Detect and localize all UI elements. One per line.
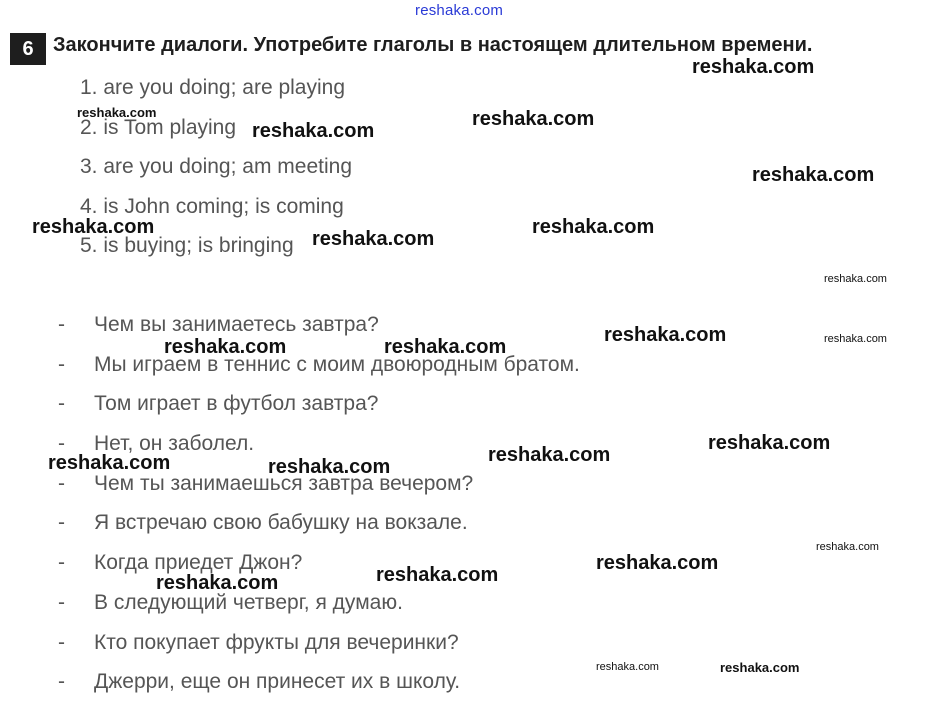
dialogue-dash: - <box>58 630 65 654</box>
dialogue-dash: - <box>58 313 65 336</box>
task-number-badge: 6 <box>10 33 46 65</box>
watermark: reshaka.com <box>824 273 887 285</box>
watermark: reshaka.com <box>156 572 279 594</box>
watermark: reshaka.com <box>488 444 611 466</box>
dialogue-dash: - <box>58 511 65 535</box>
dialogue-line <box>58 670 580 710</box>
dialogue-text: Мы играем в теннис с моим двоюродным братом. <box>94 352 580 376</box>
watermark: reshaka.com <box>708 432 831 454</box>
answer-item: 3. are you doing; am meeting <box>80 155 352 178</box>
dialogue-text: Кто покупает фрукты для вечеринки? <box>94 630 459 654</box>
watermark: reshaka.com <box>268 456 391 478</box>
watermark: reshaka.com <box>312 228 435 250</box>
watermark: reshaka.com <box>604 324 727 346</box>
answer-item: 5. is buying; is bringing <box>80 234 294 257</box>
dialogue-text: Джерри, еще он принесет их в школу. <box>94 670 461 694</box>
dialogue-line <box>58 392 580 432</box>
watermark: reshaka.com <box>692 56 815 78</box>
site-watermark-top: reshaka.com <box>415 2 504 19</box>
task-title: Закончите диалоги. Употребите глаголы в настоящем длительном времени. <box>53 34 813 56</box>
watermark: reshaka.com <box>720 660 800 675</box>
watermark: reshaka.com <box>824 333 887 345</box>
answer-item: 1. are you doing; are playing <box>80 76 346 99</box>
dialogue-line <box>58 591 580 631</box>
dialogue-text: Я встречаю свою бабушку на вокзале. <box>94 511 468 535</box>
dialogue-dash: - <box>58 590 65 614</box>
dialogue-dash: - <box>58 432 65 456</box>
dialogue-line <box>58 511 580 551</box>
dialogue-text: Чем вы занимаетесь завтра? <box>94 313 379 336</box>
watermark: reshaka.com <box>77 105 157 120</box>
dialogue-line <box>58 551 580 591</box>
watermark: reshaka.com <box>472 108 595 130</box>
dialogue-dash: - <box>58 551 65 575</box>
dialogue-text: Когда приедет Джон? <box>94 551 303 575</box>
watermark: reshaka.com <box>32 216 155 238</box>
answer-item: 4. is John coming; is coming <box>80 194 344 218</box>
dialogue-text: Нет, он заболел. <box>94 432 255 456</box>
dialogue-list <box>58 313 580 710</box>
watermark: reshaka.com <box>376 564 499 586</box>
dialogue-text: Том играет в футбол завтра? <box>94 392 379 416</box>
dialogue-dash: - <box>58 670 65 694</box>
watermark: reshaka.com <box>596 552 719 574</box>
dialogue-dash: - <box>58 352 65 376</box>
dialogue-line <box>58 631 580 671</box>
watermark: reshaka.com <box>48 452 171 474</box>
answer-item: 2. is Tom playing <box>80 115 237 139</box>
watermark: reshaka.com <box>596 661 659 673</box>
watermark: reshaka.com <box>532 216 655 238</box>
dialogue-dash: - <box>58 471 65 495</box>
watermark: reshaka.com <box>752 164 875 186</box>
dialogue-text: Чем ты занимаешься завтра вечером? <box>94 471 474 495</box>
dialogue-text: В следующий четверг, я думаю. <box>94 590 403 614</box>
watermark: reshaka.com <box>384 336 507 358</box>
dialogue-dash: - <box>58 392 65 416</box>
watermark: reshaka.com <box>816 541 879 553</box>
watermark: reshaka.com <box>164 336 287 358</box>
watermark: reshaka.com <box>252 120 375 142</box>
